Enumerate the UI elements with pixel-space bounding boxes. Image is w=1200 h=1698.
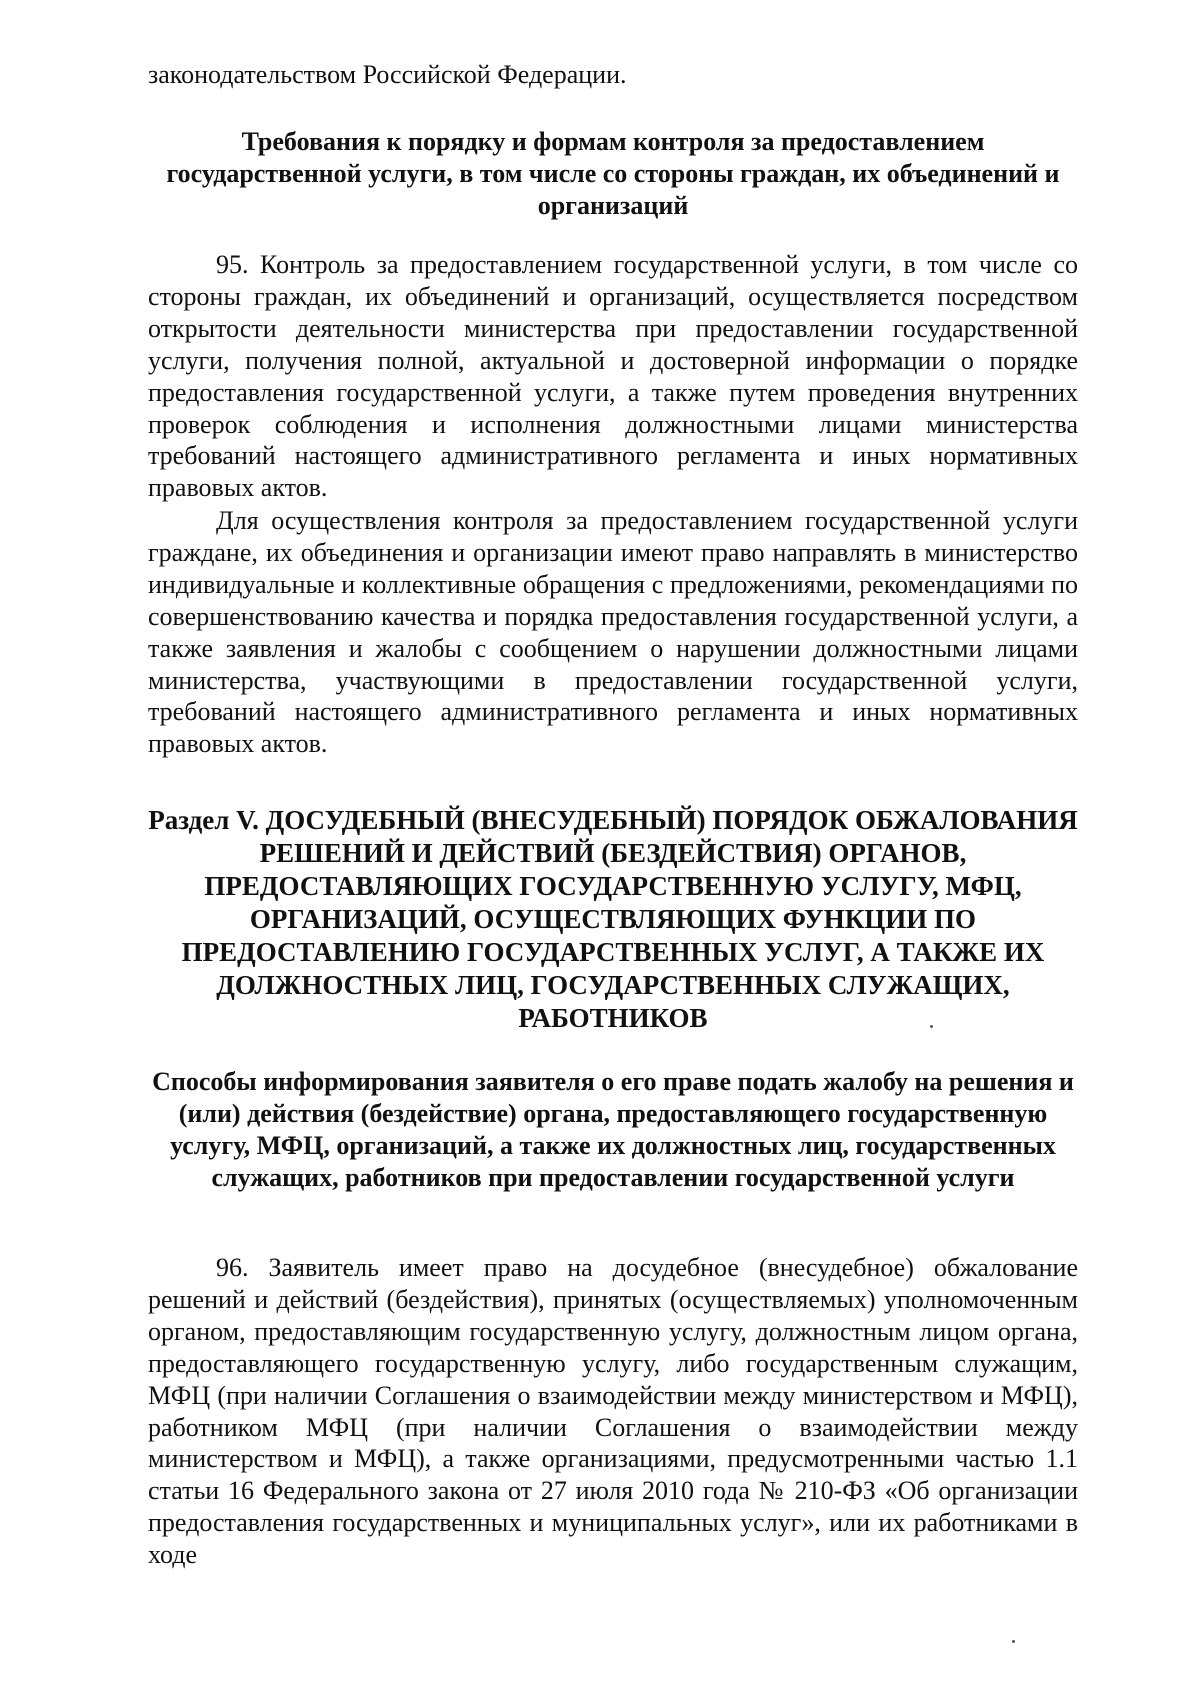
continuation-line: законодательством Российской Федерации. xyxy=(148,60,627,89)
paragraph-95: 95. Контроль за предоставлением государственной услуги, в том числе со стороны граждан, их объединений и организаций, осуществляется посредством открытости деятельности министерства при предоставлении государственной услуги, получения полной, актуальной и достоверной информации о порядке предоставления государственной услуги, а также путем проведения внутренних проверок соблюдения и исполнения должностными лицами министерства требований настоящего административного регламента и иных нормативных правовых актов. xyxy=(148,250,1078,503)
heading-control-requirements: Требования к порядку и формам контроля за предоставлением государственной услуги, в том числе со стороны граждан, их объединений и организаций xyxy=(166,127,1060,220)
paragraph-95-continuation: Для осуществления контроля за предоставлением государственной услуги граждане, их объединения и организации имеют право направлять в министерство индивидуальные и коллективные обращения с предложениями, рекомендациями по совершенствованию качества и порядка предоставления государственной услуги, а также заявления и жалобы с сообщением о нарушении должностными лицами министерства, участвующими в предоставлении государственной услуги, требований настоящего административного регламента и иных нормативных правовых актов. xyxy=(148,506,1078,759)
scan-speck xyxy=(930,1025,933,1028)
scan-speck xyxy=(1012,1640,1015,1643)
section-v-title: Раздел V. ДОСУДЕБНЫЙ (ВНЕСУДЕБНЫЙ) ПОРЯДОК ОБЖАЛОВАНИЯ РЕШЕНИЙ И ДЕЙСТВИЙ (БЕЗДЕЙСТВИЯ) ОРГАНОВ, ПРЕДОСТАВЛЯЮЩИХ ГОСУДАРСТВЕННУЮ УСЛУГУ, МФЦ, ОРГАНИЗАЦИЙ, ОСУЩЕСТВЛЯЮЩИХ ФУНКЦИИ ПО ПРЕДОСТАВЛЕНИЮ ГОСУДАРСТВЕННЫХ УСЛУГ, А ТАКЖЕ ИХ ДОЛЖНОСТНЫХ ЛИЦ, ГОСУДАРСТВЕННЫХ СЛУЖАЩИХ, РАБОТНИКОВ xyxy=(148,805,1078,1033)
heading-informing-methods: Способы информирования заявителя о его праве подать жалобу на решения и (или) действия (бездействие) органа, предоставляющего государственную услугу, МФЦ, организаций, а также их должностных лиц, государственных служащих, работников при предоставлении государственной услуги xyxy=(152,1067,1074,1192)
paragraph-96: 96. Заявитель имеет право на досудебное (внесудебное) обжалование решений и действий (бездействия), принятых (осуществляемых) уполномоченным органом, предоставляющим государственную услугу, должностным лицом органа, предоставляющего государственную услугу, либо государственным служащим, МФЦ (при наличии Соглашения о взаимодействии между министерством и МФЦ), работником МФЦ (при наличии Соглашения о взаимодействии между министерством и МФЦ), а также организациями, предусмотренными частью 1.1 статьи 16 Федерального закона от 27 июля 2010 года № 210-ФЗ «Об организации предоставления государственных и муниципальных услуг», или их работниками в ходе xyxy=(148,1253,1078,1570)
